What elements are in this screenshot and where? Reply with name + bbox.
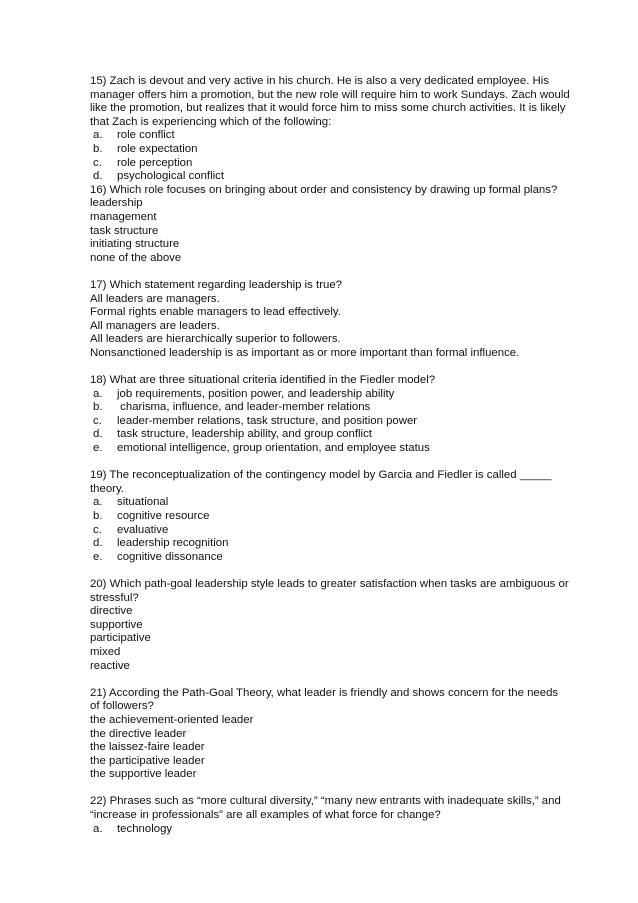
option-text: role conflict bbox=[117, 129, 175, 142]
spacer bbox=[90, 782, 600, 796]
answer-option bbox=[90, 428, 600, 442]
question-20 bbox=[90, 578, 600, 673]
answer-option: leadership bbox=[90, 197, 143, 210]
option-text: task structure, leadership ability, and group conflict bbox=[117, 428, 372, 441]
spacer bbox=[90, 673, 600, 687]
question-18 bbox=[90, 374, 600, 456]
question-text: “increase in professionals” are all examples of what force for change? bbox=[90, 809, 441, 822]
option-text: situational bbox=[117, 496, 169, 509]
spacer bbox=[90, 456, 600, 470]
question-text: 22) Phrases such as “more cultural diversity,” “many new entrants with inadequate skills,” and bbox=[90, 795, 561, 808]
answer-option bbox=[90, 143, 600, 157]
answer-option: All leaders are hierarchically superior to followers. bbox=[90, 333, 341, 346]
option-letter: b. bbox=[93, 401, 103, 414]
answer-option: supportive bbox=[90, 618, 143, 631]
answer-option: management bbox=[90, 210, 157, 223]
answer-option bbox=[90, 496, 600, 510]
question-text: 16) Which role focuses on bringing about order and consistency by drawing up formal plans? bbox=[90, 183, 558, 196]
question-16 bbox=[90, 184, 600, 266]
answer-option: participative bbox=[90, 632, 151, 645]
option-letter: a. bbox=[93, 822, 103, 835]
option-letter: c. bbox=[93, 414, 102, 427]
answer-option bbox=[90, 401, 600, 415]
option-text: leadership recognition bbox=[117, 537, 229, 550]
answer-option bbox=[90, 823, 600, 837]
option-text: cognitive resource bbox=[117, 510, 210, 522]
option-letter: d. bbox=[93, 428, 103, 441]
answer-option bbox=[90, 157, 600, 171]
option-letter: d. bbox=[93, 170, 103, 183]
question-22 bbox=[90, 795, 600, 836]
answer-option: Formal rights enable managers to lead effectively. bbox=[90, 306, 341, 319]
question-17 bbox=[90, 279, 600, 361]
question-21 bbox=[90, 687, 600, 782]
option-letter: a. bbox=[93, 496, 103, 509]
answer-option: the laissez-faire leader bbox=[90, 741, 205, 754]
option-text: technology bbox=[117, 822, 173, 835]
answer-option bbox=[90, 524, 600, 538]
answer-option: task structure bbox=[90, 224, 159, 237]
answer-option bbox=[90, 510, 600, 524]
option-text: evaluative bbox=[117, 523, 169, 536]
option-letter: a. bbox=[93, 387, 103, 400]
question-text: 18) What are three situational criteria identified in the Fiedler model? bbox=[90, 374, 436, 387]
option-text: psychological conflict bbox=[117, 170, 224, 183]
quiz-content bbox=[90, 75, 600, 836]
question-text: 17) Which statement regarding leadership is true? bbox=[90, 278, 342, 291]
answer-option bbox=[90, 129, 600, 143]
answer-option: reactive bbox=[90, 659, 130, 672]
answer-option: the achievement-oriented leader bbox=[90, 713, 254, 726]
answer-option bbox=[90, 170, 600, 184]
spacer bbox=[90, 265, 600, 279]
option-letter: b. bbox=[93, 510, 103, 522]
question-text: that Zach is experiencing which of the following: bbox=[90, 115, 332, 128]
spacer bbox=[90, 360, 600, 374]
option-text: role expectation bbox=[117, 142, 198, 155]
question-text: of followers? bbox=[90, 700, 154, 713]
option-text: role perception bbox=[117, 156, 193, 169]
answer-option: mixed bbox=[90, 645, 121, 658]
answer-option: none of the above bbox=[90, 251, 182, 264]
option-letter: c. bbox=[93, 156, 102, 169]
answer-option: All managers are leaders. bbox=[90, 319, 220, 332]
answer-option: the directive leader bbox=[90, 727, 187, 740]
option-letter: e. bbox=[93, 442, 103, 455]
answer-option: Nonsanctioned leadership is as important as or more important than formal influence. bbox=[90, 346, 520, 359]
question-text: 15) Zach is devout and very active in his church. He is also a very dedicated employee. His bbox=[90, 75, 550, 87]
answer-option bbox=[90, 415, 600, 429]
spacer bbox=[90, 564, 600, 578]
answer-option: directive bbox=[90, 605, 133, 618]
answer-option: the supportive leader bbox=[90, 768, 197, 781]
answer-option bbox=[90, 537, 600, 551]
option-letter: b. bbox=[93, 142, 103, 155]
question-text: theory. bbox=[90, 482, 124, 495]
answer-option bbox=[90, 551, 600, 565]
answer-option bbox=[90, 442, 600, 456]
option-letter: a. bbox=[93, 129, 103, 142]
option-text: cognitive dissonance bbox=[117, 550, 223, 563]
option-letter: c. bbox=[93, 523, 102, 536]
answer-option: the participative leader bbox=[90, 754, 205, 767]
question-19 bbox=[90, 469, 600, 564]
option-letter: e. bbox=[93, 550, 103, 563]
option-text: job requirements, position power, and leadership ability bbox=[117, 387, 395, 400]
answer-option: initiating structure bbox=[90, 238, 180, 251]
question-text: like the promotion, but realizes that it would force him to miss some church activities. It is likely bbox=[90, 102, 566, 115]
question-15 bbox=[90, 75, 600, 184]
answer-option bbox=[90, 388, 600, 402]
option-text: charisma, influence, and leader-member relations bbox=[117, 401, 371, 414]
question-text: 20) Which path-goal leadership style leads to greater satisfaction when tasks are ambiguous or bbox=[90, 577, 569, 590]
question-text: 21) According the Path-Goal Theory, what leader is friendly and shows concern for the needs bbox=[90, 686, 559, 699]
option-text: emotional intelligence, group orientation, and employee status bbox=[117, 442, 430, 455]
answer-option: All leaders are managers. bbox=[90, 292, 220, 305]
question-text: 19) The reconceptualization of the contingency model by Garcia and Fiedler is called _____ bbox=[90, 469, 552, 482]
question-text: manager offers him a promotion, but the new role will require him to work Sundays. Zach would bbox=[90, 88, 570, 101]
question-text: stressful? bbox=[90, 591, 139, 604]
option-letter: d. bbox=[93, 537, 103, 550]
option-text: leader-member relations, task structure, and position power bbox=[117, 414, 418, 427]
